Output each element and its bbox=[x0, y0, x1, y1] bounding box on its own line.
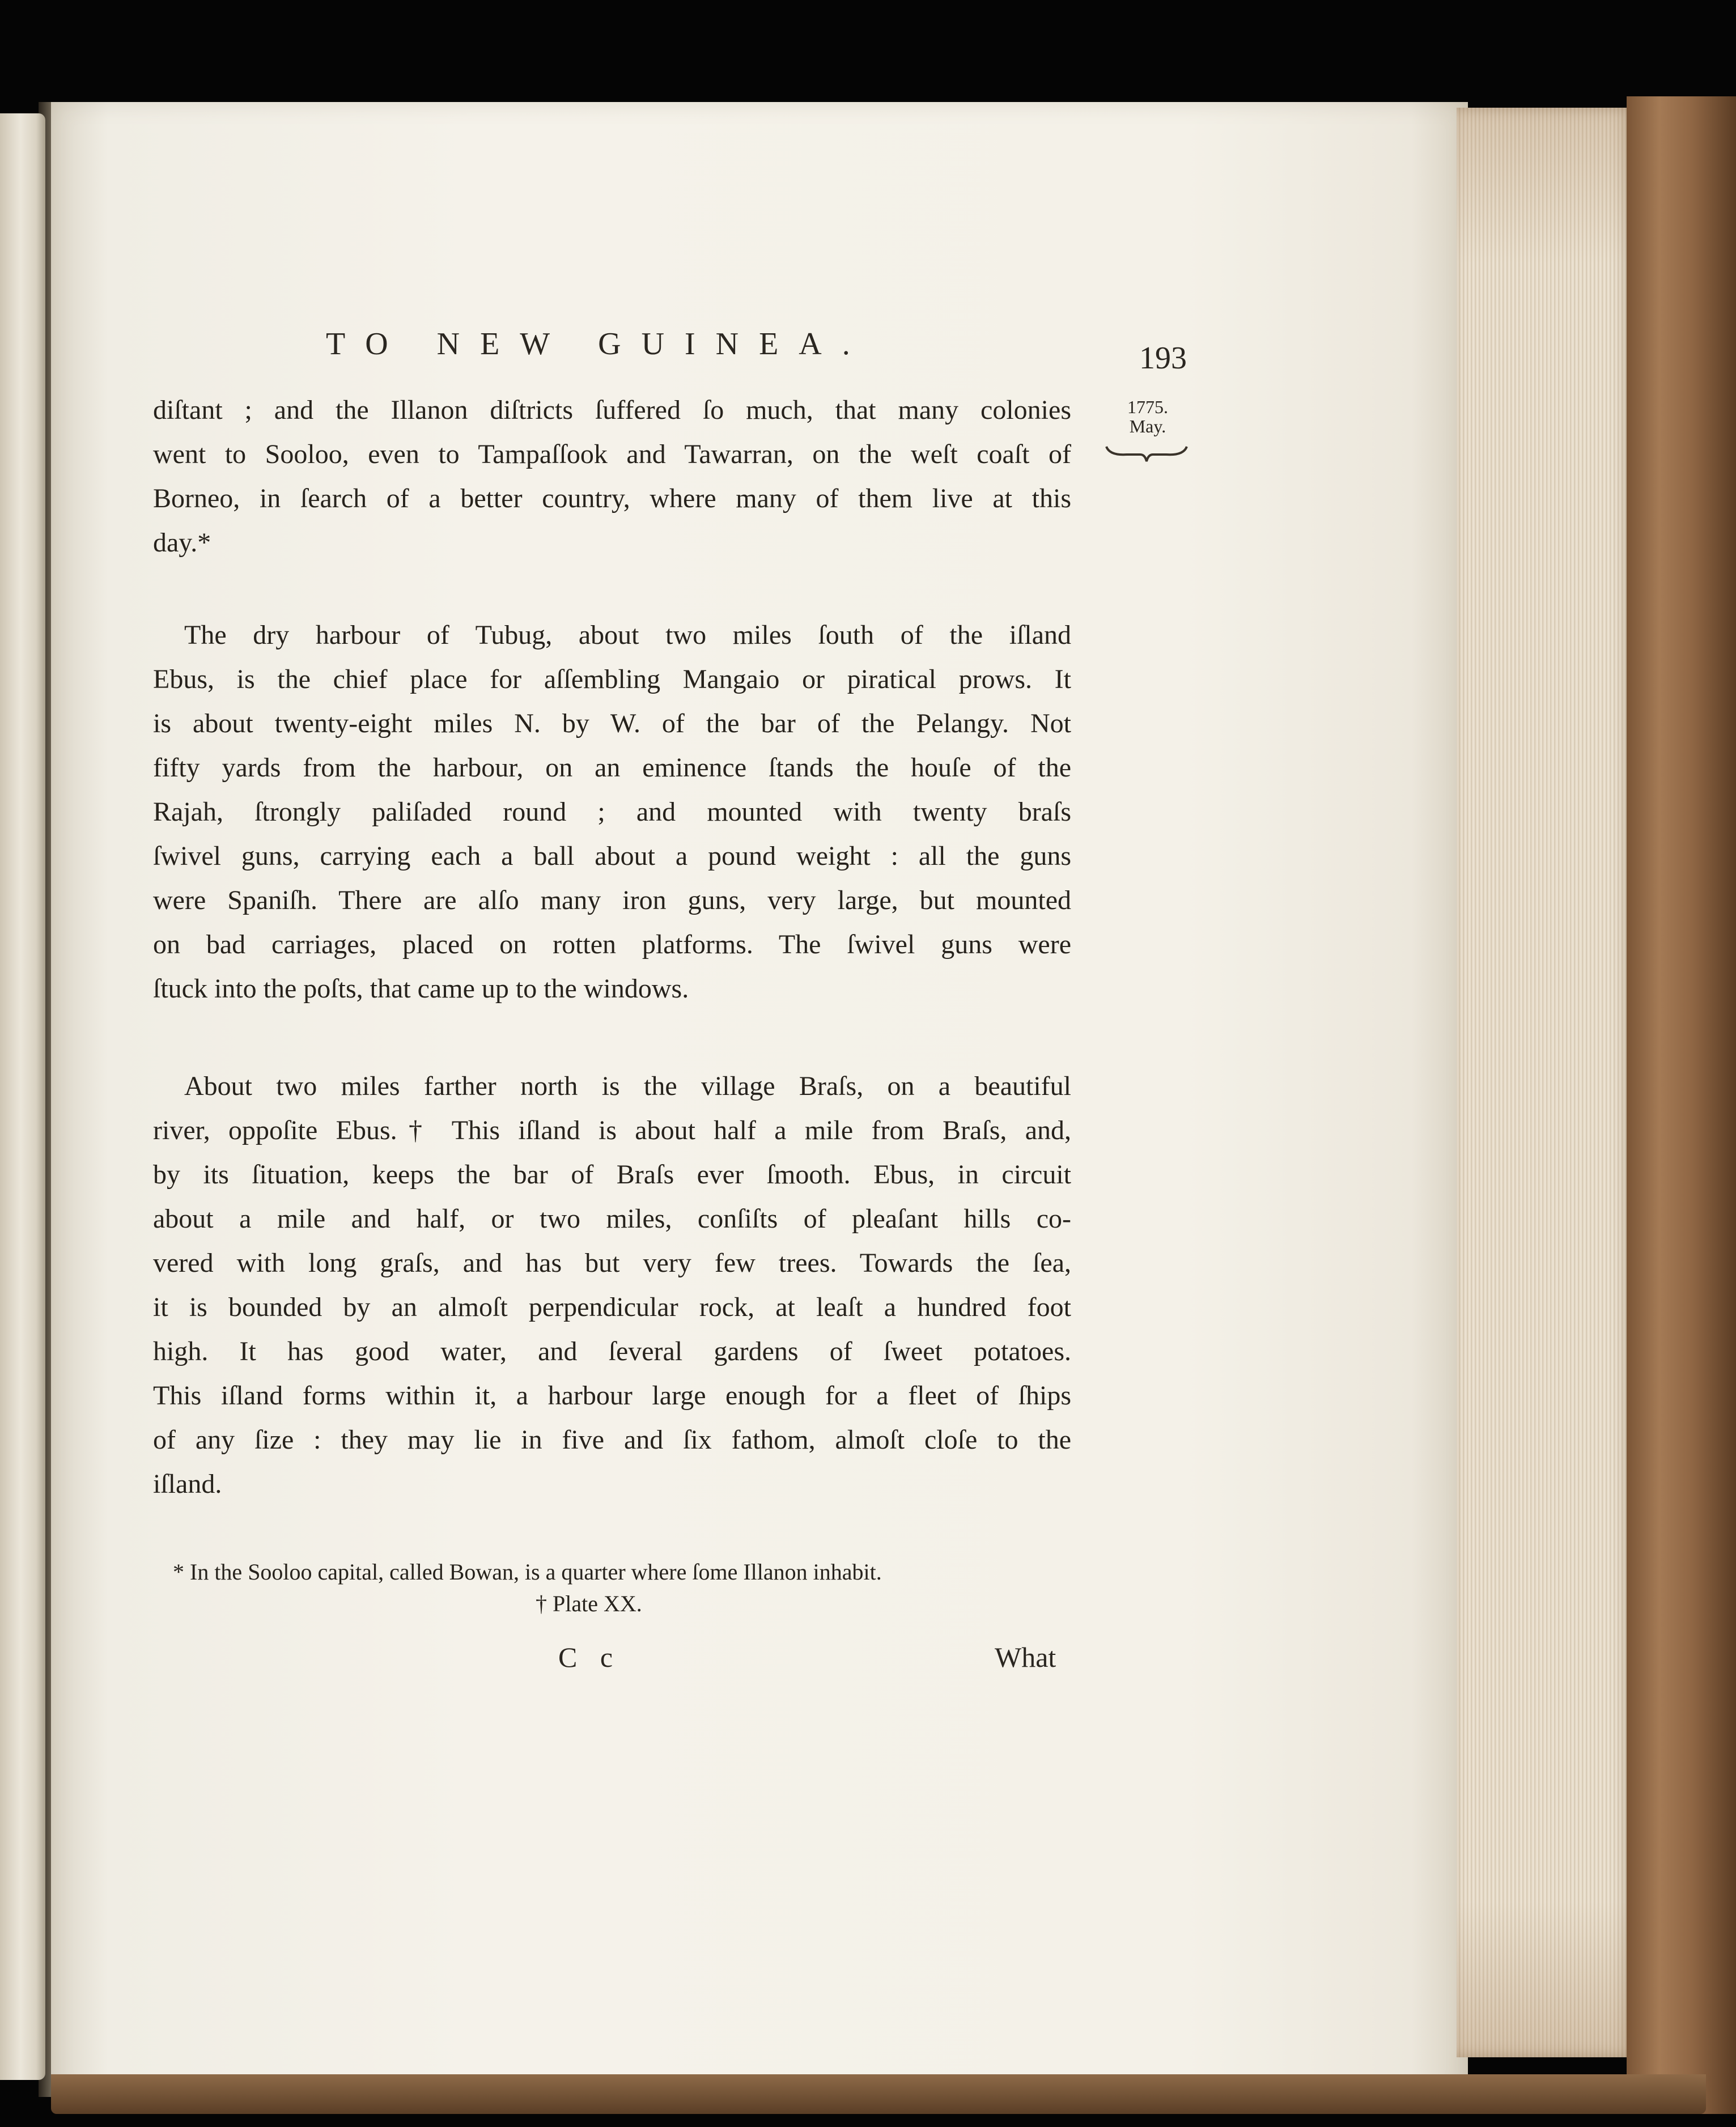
running-header: TO NEW GUINEA. bbox=[326, 326, 871, 362]
text-line: The dry harbour of Tubug, about two miles ſouth of the iſland bbox=[184, 620, 1071, 650]
text-line: fifty yards from the harbour, on an eminence ſtands the houſe of the bbox=[153, 753, 1071, 783]
text-line: is about twenty-eight miles N. by W. of the bar of the Pelangy. Not bbox=[153, 708, 1071, 738]
text-line: high. It has good water, and ſeveral gardens of ſweet potatoes. bbox=[153, 1336, 1071, 1366]
text-line: about a mile and half, or two miles, conſiſts of pleaſant hills co- bbox=[153, 1204, 1071, 1234]
catchword: What bbox=[995, 1641, 1056, 1673]
text-line: by its ſituation, keeps the bar of Braſs ever ſmooth. Ebus, in circuit bbox=[153, 1160, 1071, 1190]
text-line: it is bounded by an almoſt perpendicular rock, at leaſt a hundred foot bbox=[153, 1292, 1071, 1322]
text-line: were Spaniſh. There are alſo many iron guns, very large, but mounted bbox=[153, 885, 1071, 915]
leather-cover bbox=[1627, 96, 1736, 2114]
text-line: on bad carriages, placed on rotten platforms. The ſwivel guns were bbox=[153, 929, 1071, 960]
margin-brace-icon bbox=[1104, 442, 1189, 465]
text-line: Borneo, in ſearch of a better country, where many of them live at this bbox=[153, 483, 1071, 513]
footnote-asterisk: * In the Sooloo capital, called Bowan, is a quarter where ſome Illanon inhabit. bbox=[173, 1559, 882, 1585]
text-line: ſwivel guns, carrying each a ball about a pound weight : all the guns bbox=[153, 841, 1071, 871]
text-line: day.* bbox=[153, 528, 211, 558]
text-line: This iſland forms within it, a harbour large enough for a fleet of ſhips bbox=[153, 1381, 1071, 1411]
page-stack-shade bbox=[1457, 108, 1632, 2057]
text-line: of any ſize : they may lie in five and ſix fathom, almoſt cloſe to the bbox=[153, 1425, 1071, 1455]
text-line: iſland. bbox=[153, 1469, 222, 1499]
text-line: About two miles farther north is the village Braſs, on a beautiful bbox=[184, 1071, 1071, 1101]
footnote-dagger: † Plate XX. bbox=[536, 1591, 642, 1616]
margin-note-month: May. bbox=[1129, 416, 1166, 436]
text-line: river, oppoſite Ebus.† This iſland is about half a mile from Braſs, and, bbox=[153, 1115, 1071, 1145]
signature-mark: C c bbox=[558, 1641, 621, 1673]
text-line: Rajah, ſtrongly paliſaded round ; and mounted with twenty braſs bbox=[153, 797, 1071, 827]
margin-note-year: 1775. bbox=[1127, 397, 1168, 417]
text-line: diſtant ; and the Illanon diſtricts ſuffered ſo much, that many colonies bbox=[153, 395, 1071, 425]
text-line: Ebus, is the chief place for aſſembling Mangaio or piratical prows. It bbox=[153, 664, 1071, 694]
text-line: ſtuck into the poſts, that came up to the windows. bbox=[153, 974, 689, 1004]
facing-page-edge bbox=[0, 113, 45, 2080]
text-line: went to Sooloo, even to Tampaſſook and Tawarran, on the weſt coaſt of bbox=[153, 439, 1071, 469]
text-line: vered with long graſs, and has but very few trees. Towards the ſea, bbox=[153, 1248, 1071, 1278]
cover-bottom-edge bbox=[51, 2074, 1706, 2114]
page-number: 193 bbox=[1139, 341, 1187, 376]
